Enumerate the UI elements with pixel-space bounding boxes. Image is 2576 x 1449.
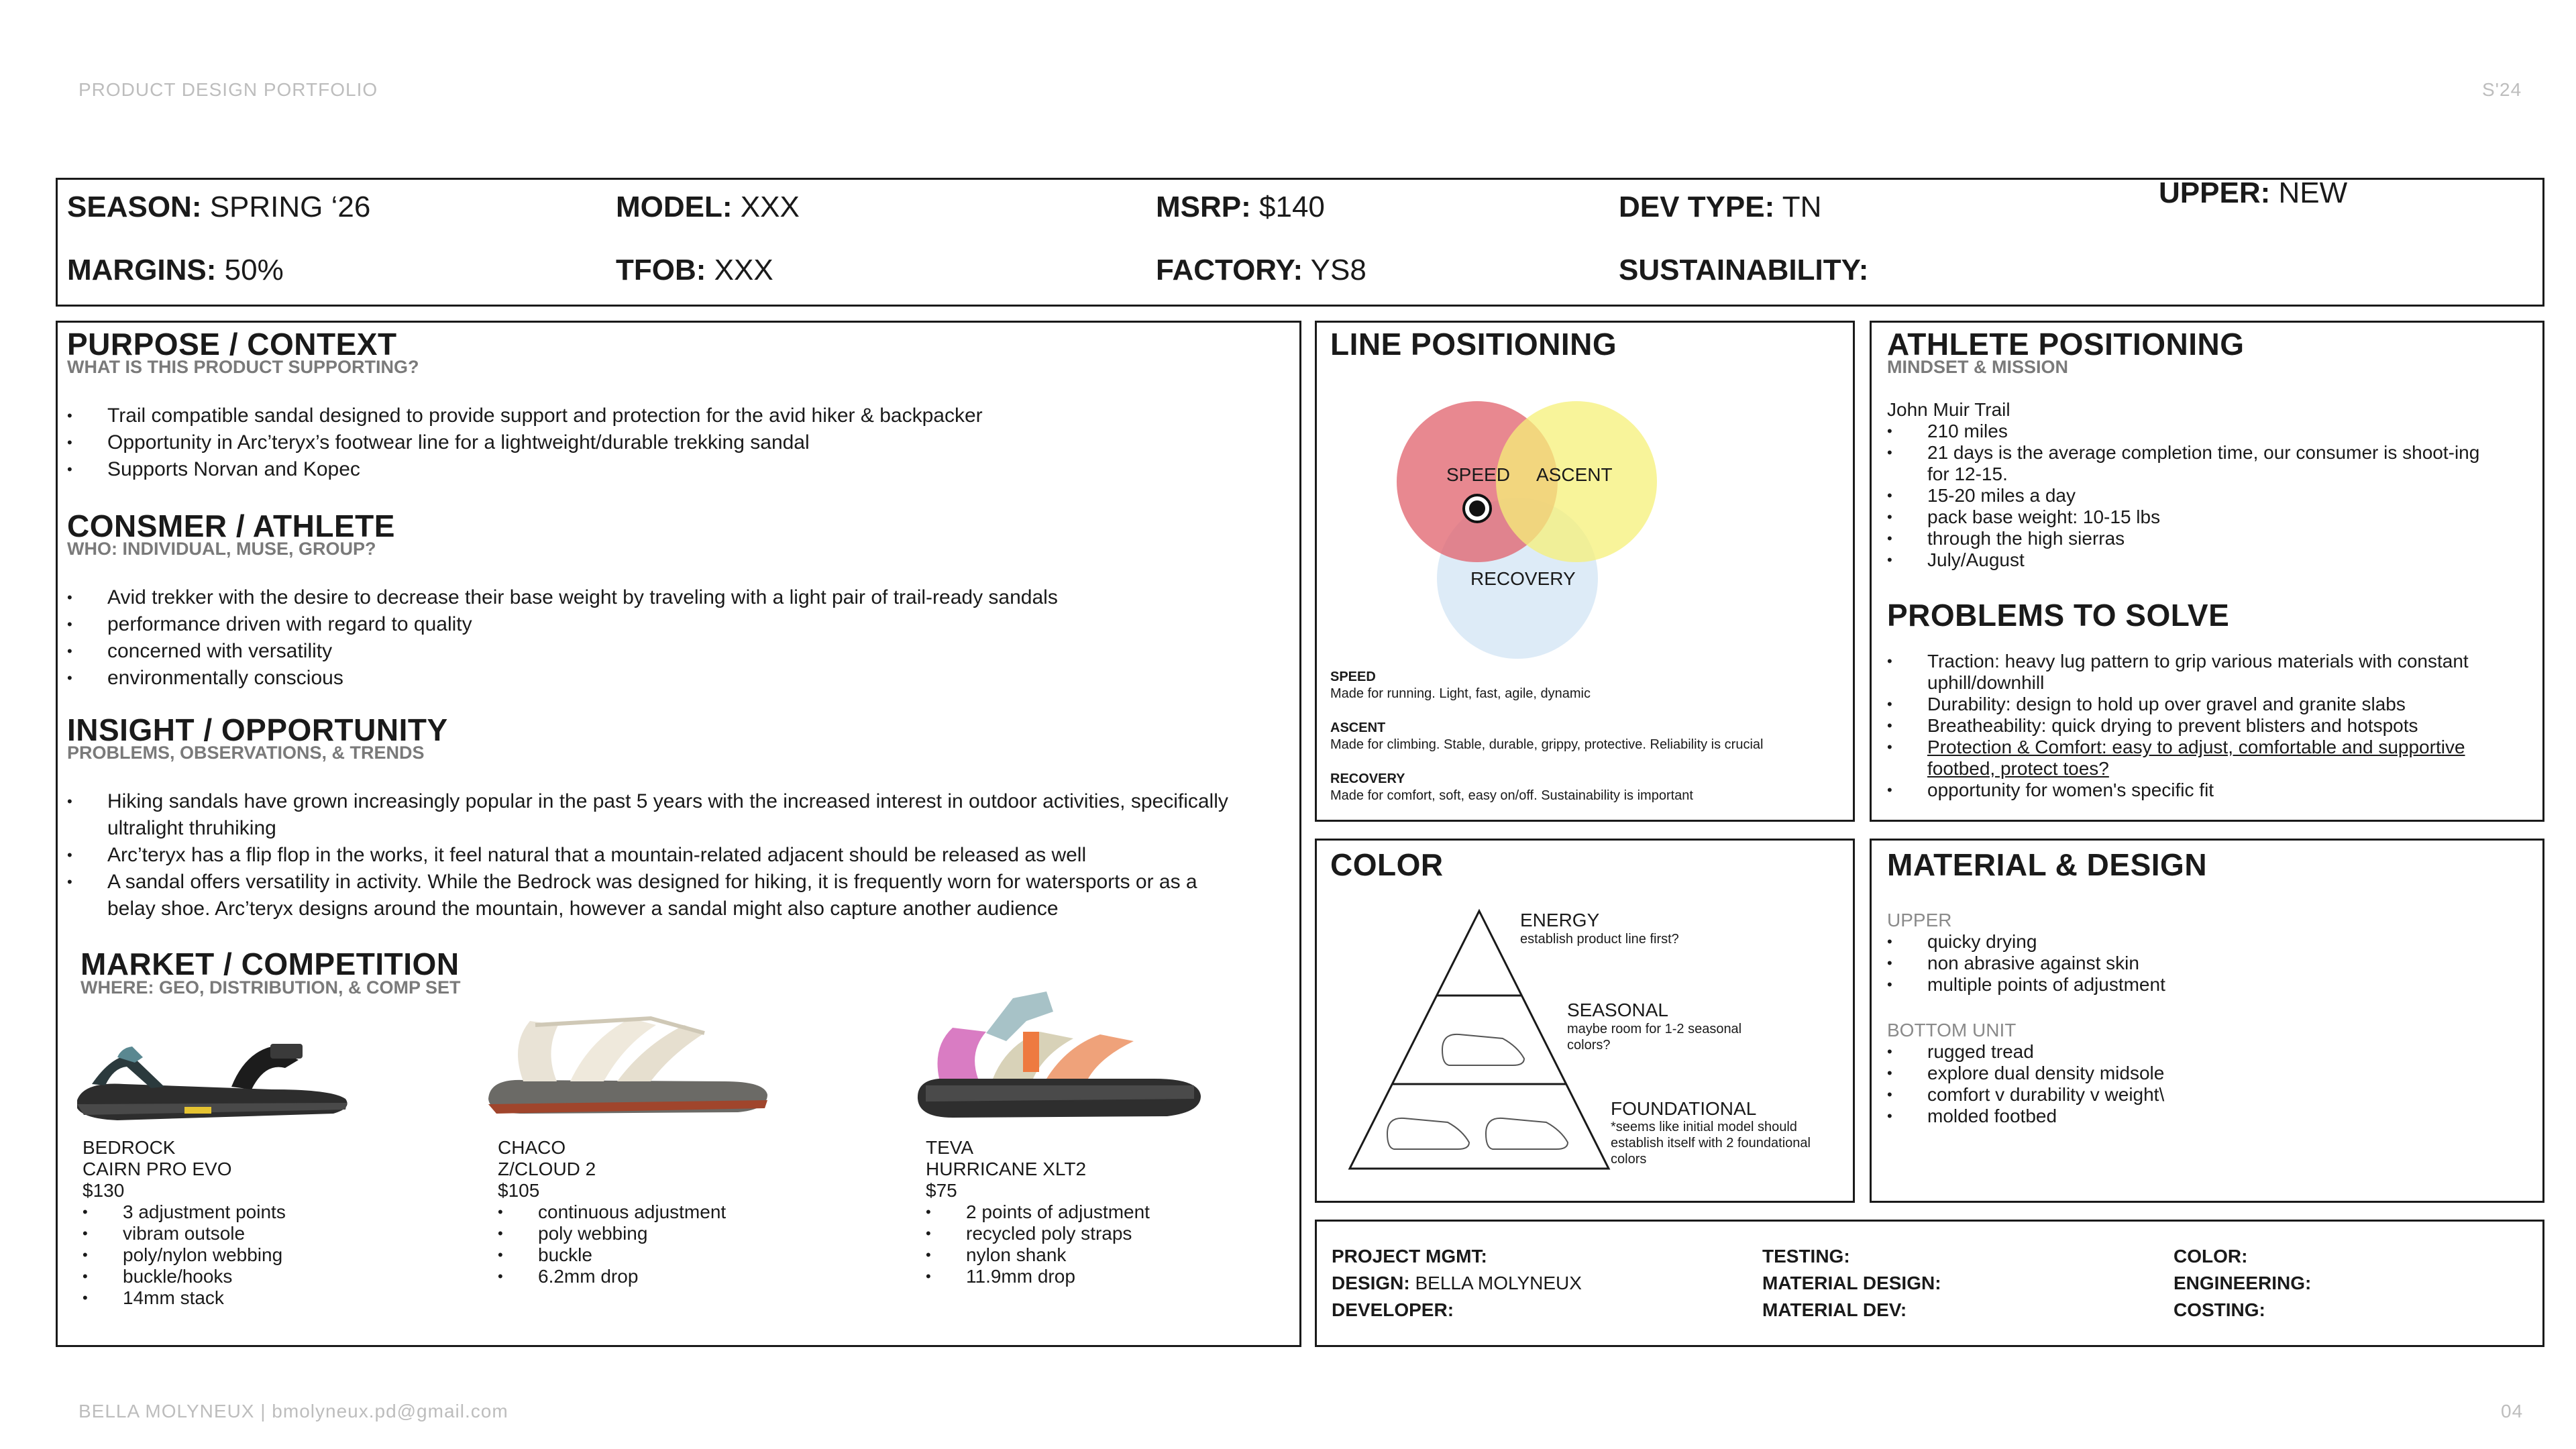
shoe-outline-icon [1442, 1034, 1524, 1065]
material-dev-field: MATERIAL DEV: [1762, 1299, 1907, 1320]
competitor-chaco [498, 1137, 596, 1201]
energy-text: establish product line first? [1520, 932, 1679, 947]
purpose-title: PURPOSE / CONTEXT [67, 327, 397, 362]
insight-title: INSIGHT / OPPORTUNITY [67, 712, 448, 747]
upper-field: UPPER: NEW [2159, 176, 2348, 209]
list-item: • buckle [498, 1244, 873, 1266]
legend-recovery-head: RECOVERY [1330, 771, 1405, 786]
venn-diagram [1368, 396, 1670, 664]
legend-ascent-head: ASCENT [1330, 720, 1386, 735]
factory-field: FACTORY: YS8 [1156, 254, 1366, 286]
list-item: • July/August [1887, 549, 2504, 571]
list-item: • Protection & Comfort: easy to adjust, comfortable and supportive footbed, protect toes? [1887, 737, 2504, 780]
seasonal-head: SEASONAL [1567, 1000, 1668, 1020]
margins-field: MARGINS: 50% [67, 254, 284, 286]
list-item: • Trail compatible sandal designed to provide support and protection for the avid hiker & backpacker [67, 402, 1275, 429]
market-title: MARKET / COMPETITION [80, 947, 460, 981]
seasonal-text: maybe room for 1-2 seasonal colors? [1567, 1022, 1742, 1053]
list-item: • continuous adjustment [498, 1201, 873, 1223]
list-item: • Traction: heavy lug pattern to grip various materials with constant uphill/downhill [1887, 651, 2504, 694]
material-design-field: MATERIAL DESIGN: [1762, 1273, 1941, 1293]
purpose-list [67, 402, 1275, 483]
foundational-text: *seems like initial model should establish itself with 2 foundational colors [1611, 1120, 1811, 1167]
list-item: • opportunity for women's specific fit [1887, 780, 2504, 801]
consumer-subtitle: WHO: INDIVIDUAL, MUSE, GROUP? [67, 539, 376, 559]
competitor-bedrock [83, 1137, 231, 1201]
athlete-title: ATHLETE POSITIONING [1887, 327, 2245, 362]
upper-list [1887, 931, 2491, 996]
athlete-subtitle: MINDSET & MISSION [1887, 357, 2069, 377]
competitor-model: Z/CLOUD 2 [498, 1159, 596, 1179]
competitor-teva [926, 1137, 1086, 1201]
color-title: COLOR [1330, 847, 1444, 882]
recovery-label: RECOVERY [1470, 568, 1576, 589]
competitor-brand: CHACO [498, 1137, 566, 1158]
bottom-unit-list [1887, 1041, 2491, 1127]
page-number: 04 [2501, 1401, 2524, 1421]
list-item: • Opportunity in Arc’teryx’s footwear line for a lightweight/durable trekking sandal [67, 429, 1275, 456]
list-item: • poly/nylon webbing [83, 1244, 458, 1266]
design-field: DESIGN: BELLA MOLYNEUX [1332, 1273, 1582, 1293]
teva-sandal-image [912, 985, 1208, 1126]
chaco-sandal-image [483, 998, 771, 1126]
list-item: • rugged tread [1887, 1041, 2491, 1063]
list-item: • molded footbed [1887, 1106, 2491, 1127]
problems-title: PROBLEMS TO SOLVE [1887, 598, 2230, 633]
season-tag: S'24 [2482, 79, 2522, 100]
testing-field: TESTING: [1762, 1246, 1850, 1267]
list-item: • comfort v durability v weight\ [1887, 1084, 2491, 1106]
competitor-price: $105 [498, 1180, 540, 1201]
list-item: • poly webbing [498, 1223, 873, 1244]
competitor-price: $130 [83, 1180, 125, 1201]
project-mgmt-field: PROJECT MGMT: [1332, 1246, 1487, 1267]
problems-list [1887, 651, 2504, 801]
color-field: COLOR: [2174, 1246, 2248, 1267]
list-item: • nylon shank [926, 1244, 1288, 1266]
costing-field: COSTING: [2174, 1299, 2265, 1320]
legend-speed-text: Made for running. Light, fast, agile, dynamic [1330, 686, 1591, 701]
trail-name: John Muir Trail [1887, 399, 2010, 420]
devtype-field: DEV TYPE: TN [1619, 191, 1822, 223]
insight-subtitle: PROBLEMS, OBSERVATIONS, & TRENDS [67, 743, 425, 763]
competitor-brand: BEDROCK [83, 1137, 176, 1158]
list-item: • A sandal offers versatility in activity. While the Bedrock was designed for hiking, it is frequently worn for watersports or as a belay shoe. Arc’teryx designs around the mountain, however a sandal might also capture another audience [67, 869, 1248, 922]
list-item: • pack base weight: 10-15 lbs [1887, 506, 2504, 528]
foundational-head: FOUNDATIONAL [1611, 1098, 1757, 1119]
list-item: • 21 days is the average completion time, our consumer is shoot-ing for 12-15. [1887, 442, 2504, 485]
ascent-label: ASCENT [1536, 464, 1613, 485]
teva-features [926, 1201, 1288, 1287]
speed-label: SPEED [1446, 464, 1510, 485]
list-item: • buckle/hooks [83, 1266, 458, 1287]
list-item: • 14mm stack [83, 1287, 458, 1309]
list-item: • Durability: design to hold up over gravel and granite slabs [1887, 694, 2504, 715]
list-item: • recycled poly straps [926, 1223, 1288, 1244]
bottom-unit-head: BOTTOM UNIT [1887, 1020, 2017, 1040]
list-item: • Hiking sandals have grown increasingly popular in the past 5 years with the increased interest in outdoor activities, specifically ultralight thruhiking [67, 788, 1248, 842]
shoe-outline-icon [1387, 1118, 1469, 1149]
list-item: • 11.9mm drop [926, 1266, 1288, 1287]
list-item: • Arc’teryx has a flip flop in the works, it feel natural that a mountain-related adjacent should be released as well [67, 842, 1248, 869]
model-field: MODEL: XXX [616, 191, 800, 223]
competitor-price: $75 [926, 1180, 957, 1201]
shoe-outline-icon [1486, 1118, 1568, 1149]
tfob-field: TFOB: XXX [616, 254, 773, 286]
season-field: SEASON: SPRING ‘26 [67, 191, 371, 223]
competitor-model: HURRICANE XLT2 [926, 1159, 1087, 1179]
list-item: • quicky drying [1887, 931, 2491, 953]
list-item: • Supports Norvan and Kopec [67, 456, 1275, 483]
engineering-field: ENGINEERING: [2174, 1273, 2312, 1293]
line-positioning-title: LINE POSITIONING [1330, 327, 1617, 362]
list-item: • environmentally conscious [67, 665, 1275, 692]
author-contact: BELLA MOLYNEUX | bmolyneux.pd@gmail.com [78, 1401, 508, 1421]
list-item: • explore dual density midsole [1887, 1063, 2491, 1084]
list-item: • multiple points of adjustment [1887, 974, 2491, 996]
consumer-list [67, 584, 1275, 692]
consumer-title: CONSMER / ATHLETE [67, 508, 395, 543]
purpose-subtitle: WHAT IS THIS PRODUCT SUPPORTING? [67, 357, 419, 377]
list-item: • 210 miles [1887, 421, 2504, 442]
competitor-brand: TEVA [926, 1137, 974, 1158]
legend-recovery-text: Made for comfort, soft, easy on/off. Sustainability is important [1330, 788, 1693, 803]
list-item: • 6.2mm drop [498, 1266, 873, 1287]
list-item: • through the high sierras [1887, 528, 2504, 549]
legend-speed-head: SPEED [1330, 669, 1376, 684]
material-title: MATERIAL & DESIGN [1887, 847, 2208, 882]
list-item: • 3 adjustment points [83, 1201, 458, 1223]
msrp-field: MSRP: $140 [1156, 191, 1325, 223]
portfolio-label: PRODUCT DESIGN PORTFOLIO [78, 79, 378, 100]
list-item: • Avid trekker with the desire to decrease their base weight by traveling with a light pair of trail-ready sandals [67, 584, 1275, 611]
target-marker-dot [1469, 500, 1485, 517]
list-item: • vibram outsole [83, 1223, 458, 1244]
list-item: • performance driven with regard to quality [67, 611, 1275, 638]
list-item: • non abrasive against skin [1887, 953, 2491, 974]
market-subtitle: WHERE: GEO, DISTRIBUTION, & COMP SET [80, 977, 461, 998]
chaco-features [498, 1201, 873, 1287]
competitor-model: CAIRN PRO EVO [83, 1159, 232, 1179]
athlete-list [1887, 421, 2504, 571]
list-item: • concerned with versatility [67, 638, 1275, 665]
developer-field: DEVELOPER: [1332, 1299, 1454, 1320]
legend-ascent-text: Made for climbing. Stable, durable, grippy, protective. Reliability is crucial [1330, 737, 1764, 752]
energy-head: ENERGY [1520, 910, 1600, 930]
bedrock-features [83, 1201, 458, 1309]
list-item: • 15-20 miles a day [1887, 485, 2504, 506]
sustainability-field: SUSTAINABILITY: [1619, 254, 1869, 286]
insight-list [67, 788, 1248, 922]
upper-head: UPPER [1887, 910, 1952, 930]
list-item: • Breatheability: quick drying to prevent blisters and hotspots [1887, 715, 2504, 737]
bedrock-sandal-image [70, 1020, 359, 1127]
list-item: • 2 points of adjustment [926, 1201, 1288, 1223]
